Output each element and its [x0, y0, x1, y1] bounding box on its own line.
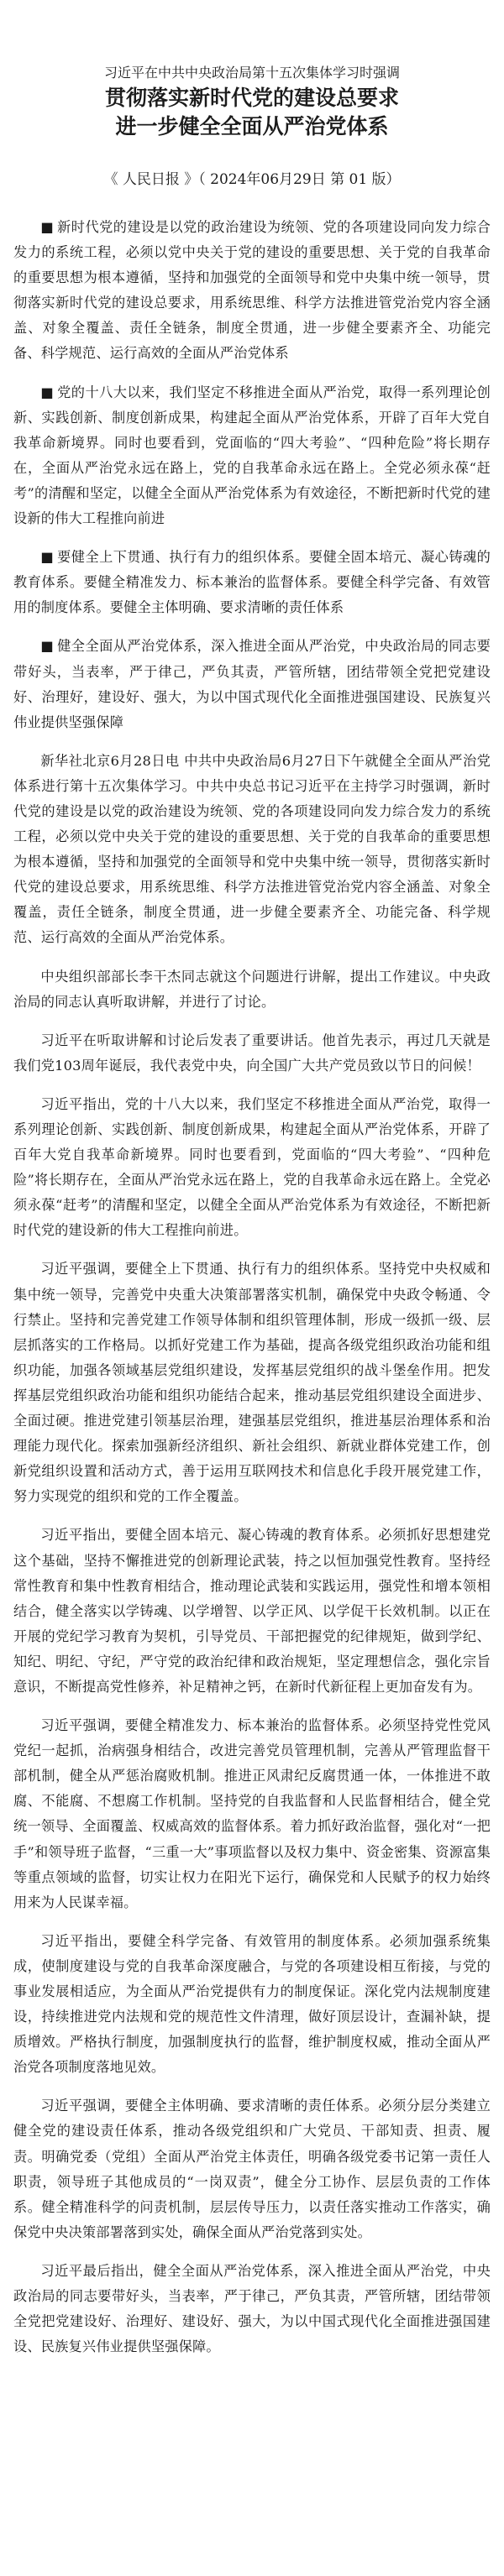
body-paragraph: 习近平在听取讲解和讨论后发表了重要讲话。他首先表示，再过几天就是我们党103周年诞辰，我代表党中央，向全国广大共产党员致以节日的问候！: [13, 1032, 491, 1074]
body-paragraph: 习近平指出，要健全科学完备、有效管用的制度体系。必须加强系统集成，使制度建设与党的自我革命深度融合，与党的各项建设相互衔接，与党的事业发展相适应，为全面从严治党提供有力的制度保证。深化党内法规制度建设，持续推进党内法规和党的规范性文件清理，做好顶层设计，查漏补缺，提质增效。严格执行制度，加强制度执行的监督，维护制度权威，推动全面从严治党各项制度落地见效。: [13, 1932, 491, 2076]
square-bullet-icon: ■: [40, 638, 55, 655]
article-title-line-2: 进一步健全全面从严治党体系: [115, 114, 389, 138]
article-body: [13, 749, 491, 2360]
square-bullet-icon: ■: [40, 549, 55, 566]
body-paragraph: 新华社北京6月28日电 中共中央政治局6月27日下午就健全全面从严治党体系进行第十五次集体学习。中共中央总书记习近平在主持学习时强调，新时代党的建设是以党的政治建设为统领、党的各项建设同向发力综合发力的系统工程，必须以党中央关于党的建设的重要思想、关于党的自我革命的重要思想为根本遵循，坚持和加强党的全面领导和党中央集中统一领导，贯彻落实新时代党的建设总要求，用系统思维、科学方法推进管党治党内容全涵盖、对象全覆盖，责任全链条，制度全贯通，进一步健全要素齐全、功能完备、科学规范、运行高效的全面从严治党体系。: [13, 752, 491, 946]
summary-paragraph: [13, 634, 491, 734]
article-source: 《 人民日报 》（ 2024年06月29日 第 01 版）: [103, 171, 401, 188]
summary-text: 新时代党的建设是以党的政治建设为统领、党的各项建设同向发力综合发力的系统工程，必须以党中央关于党的建设的重要思想、关于党的自我革命的重要思想为根本遵循，坚持和加强党的全面领导和党中央集中统一领导，贯彻落实新时代党的建设总要求，用系统思维、科学方法推进管党治党内容全涵盖、对象全覆盖、责任全链条，制度全贯通，进一步健全要素齐全、功能完备、科学规范、运行高效的全面从严治党体系: [13, 219, 491, 362]
article-title: [13, 84, 491, 141]
article-header: [13, 62, 491, 190]
square-bullet-icon: ■: [40, 219, 55, 235]
body-paragraph: 习近平最后指出，健全全面从严治党体系，深入推进全面从严治党，中央政治局的同志要带好头，当表率，严于律己，严负其责，严管所辖，团结带领全党把党建设好、治理好、建设好、强大，为以中国式现代化全面推进强国建设、民族复兴伟业提供坚强保障。: [13, 2262, 491, 2355]
body-paragraph: 习近平强调，要健全精准发力、标本兼治的监督体系。必须坚持党性党风党纪一起抓，治病强身相结合，改进完善党员管理机制，完善从严管理监督干部机制，健全从严惩治腐败机制。推进正风肃纪反腐贯通一体，一体推进不敢腐、不能腐、不想腐工作机制。坚持党的自我监督和人民监督相结合，健全党统一领导、全面覆盖、权威高效的监督体系。着力抓好政治监督，强化对“一把手”和领导班子监督，“三重一大”事项监督以及权力集中、资金密集、资源富集等重点领域的监督，切实让权力在阳光下运行，确保党和人民赋予的权力始终用来为人民谋幸福。: [13, 1717, 491, 1910]
body-paragraph: 习近平指出，党的十八大以来，我们坚定不移推进全面从严治党，取得一系列理论创新、实践创新、制度创新成果，构建起全面从严治党体系，开辟了百年大党自我革命新境界。同时也要看到，党面临的“四大考验”、“四种危险”将长期存在，全面从严治党永远在路上，党的自我革命永远在路上。全党必须永葆“赶考”的清醒和坚定，以健全全面从严治党体系为有效途径，不断把新时代党的建设新的伟大工程推向前进。: [13, 1095, 491, 1239]
body-paragraph: 习近平指出，要健全固本培元、凝心铸魂的教育体系。必须抓好思想建党这个基础，坚持不懈推进党的创新理论武装，持之以恒加强党性教育。坚持经常性教育和集中性教育相结合，推动理论武装和实践运用，强党性和增本领相结合，健全落实以学铸魂、以学增智、以学正风、以学促干长效机制。以正在开展的党纪学习教育为契机，引导党员、干部把握党的纪律规矩，做到学纪、知纪、明纪、守纪，严守党的政治纪律和政治规矩，坚定理想信念，强化宗旨意识，不断提高党性修养，补足精神之钙，在新时代新征程上更加奋发有为。: [13, 1527, 491, 1695]
article-title-line-1: 贯彻落实新时代党的建设总要求: [104, 86, 399, 110]
body-paragraph: 习近平强调，要健全主体明确、要求清晰的责任体系。必须分层分类建立健全党的建设责任体系，推动各级党组织和广大党员、干部知责、担责、履责。明确党委（党组）全面从严治党主体责任，明确各级党委书记第一责任人职责，领导班子其他成员的“一岗双责”，健全分工协作、层层负责的工作体系。健全精准科学的问责机制，层层传导压力，以责任落实推动工作落实，确保党中央决策部署落到实处，确保全面从严治党落到实处。: [13, 2098, 491, 2240]
summary-text: 党的十八大以来，我们坚定不移推进全面从严治党，取得一系列理论创新、实践创新、制度创新成果，构建起全面从严治党体系，开辟了百年大党自我革命新境界。同时也要看到，党面临的“四大考验”、“四种危险”将长期存在，全面从严治党永远在路上，党的自我革命永远在路上。全党必须永葆“赶考”的清醒和坚定，以健全全面从严治党体系为有效途径，不断把新时代党的建设新的伟大工程推向前进: [13, 384, 491, 527]
summary-paragraph: [13, 380, 491, 532]
article-kicker: 习近平在中共中央政治局第十五次集体学习时强调: [103, 65, 400, 81]
body-paragraph: 习近平强调，要健全上下贯通、执行有力的组织体系。坚持党中央权威和集中统一领导，完善党中央重大决策部署落实机制，确保党中央政令畅通、令行禁止。坚持和完善党建工作领导体制和组织管理体制，形成一级抓一级、层层抓落实的工作格局。以抓好党建工作为基础，提高各级党组织政治功能和组织功能，加强各领域基层党组织建设，发挥基层党组织的战斗堡垒作用。把发挥基层党组织政治功能和组织功能结合起来，推动基层党组织建设全面进步、全面过硬。推进党建引领基层治理，建强基层党组织，推进基层治理体系和治理能力现代化。探索加强新经济组织、新社会组织、新就业群体党建工作，创新党组织设置和活动方式，善于运用互联网技术和信息化手段开展党建工作，努力实现党的组织和党的工作全覆盖。: [13, 1261, 491, 1505]
summary-text: 要健全上下贯通、执行有力的组织体系。要健全固本培元、凝心铸魂的教育体系。要健全精准发力、标本兼治的监督体系。要健全科学完备、有效管用的制度体系。要健全主体明确、要求清晰的责任体系: [13, 549, 491, 616]
summary-paragraph: [13, 545, 491, 620]
summary-text: 健全全面从严治党体系，深入推进全面从严治党，中央政治局的同志要带好头，当表率，严于律己，严负其责，严管所辖，团结带领全党把党建设好、治理好，建设好、强大，为以中国式现代化全面推进强国建设、民族复兴伟业提供坚强保障: [13, 638, 491, 730]
article-summary: [13, 215, 491, 735]
summary-paragraph: [13, 215, 491, 367]
body-paragraph: 中央组织部部长李干杰同志就这个问题进行讲解，提出工作建议。中央政治局的同志认真听取讲解，并进行了讨论。: [13, 968, 491, 1010]
square-bullet-icon: ■: [40, 384, 55, 400]
